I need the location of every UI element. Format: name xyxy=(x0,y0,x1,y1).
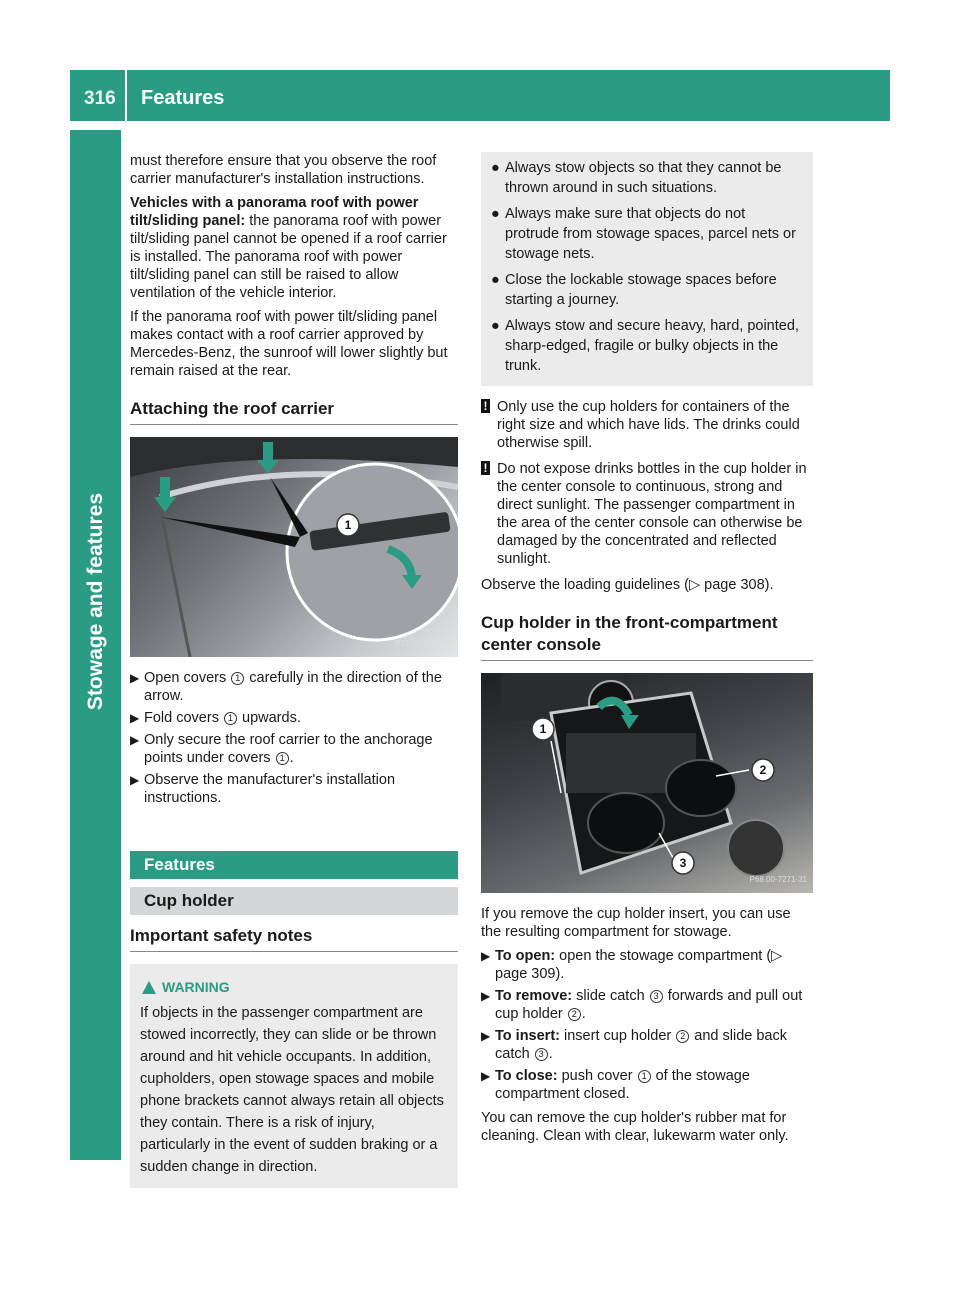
safety-bullet: ● Close the lockable stowage spaces before starting a journey. xyxy=(491,272,777,308)
cup-holder-photo xyxy=(481,673,813,893)
panorama-bold: Vehicles with a panorama roof with power tilt/sliding panel: xyxy=(130,195,419,229)
page-ref-icon: ▷ xyxy=(771,948,783,964)
page-number: 316 xyxy=(84,88,116,109)
safety-bullet: ● Always stow objects so that they cannot be thrown around in such situations. xyxy=(491,160,782,196)
cup-step: ▶ To open: open the stowage compartment (▷ page 309). xyxy=(481,948,783,982)
cup-step: ▶ To close: push cover 1 of the stowage compartment closed. xyxy=(481,1068,750,1102)
roof-photo-code: P77.00-2481-31 xyxy=(394,639,452,648)
svg-text:3: 3 xyxy=(679,856,687,870)
safety-list-box xyxy=(481,152,813,386)
roof-carrier-photo xyxy=(130,437,458,657)
safety-bullet: ● Always make sure that objects do not protrude from stowage spaces, parcel nets or stowage nets. xyxy=(491,206,796,262)
observe-paragraph: Observe the loading guidelines (▷ page 308). xyxy=(481,577,774,593)
svg-text:1: 1 xyxy=(539,722,547,736)
cup-holder-heading: Cup holder in the front-compartment center console xyxy=(481,612,813,661)
callout-3: 3 xyxy=(650,990,663,1003)
cup-step: ▶ To insert: insert cup holder 2 and slide back catch 3 . xyxy=(481,1028,787,1062)
warning-title: WARNING xyxy=(140,976,448,998)
page-header xyxy=(70,70,890,121)
cup-holder-illustration xyxy=(481,673,813,893)
contact-paragraph: If the panorama roof with power tilt/sliding panel makes contact with a roof carrier approved by Mercedes-Benz, the sunroof will lower slightly but remain raised at the rear. xyxy=(130,309,448,379)
caution-note: ! Do not expose drinks bottles in the cup holder in the center console to continuous, strong and direct sunlight. The passenger compartment in the area of the center console can otherwise be damaged by the concentrated and reflected sunlight. xyxy=(481,460,813,568)
attach-step: ▶ Fold covers 1 upwards. xyxy=(130,710,301,726)
roof-carrier-illustration xyxy=(130,437,458,657)
features-band: Features xyxy=(130,851,458,879)
page-ref-link[interactable]: page 309). xyxy=(495,966,565,982)
page-ref-link[interactable]: page 308). xyxy=(704,577,774,593)
header-section-title: Features xyxy=(141,87,225,109)
attach-step: ▶ Only secure the roof carrier to the anchorage points under covers 1 . xyxy=(130,732,433,766)
right-column xyxy=(481,152,813,1151)
safety-bullet: ● Always stow and secure heavy, hard, pointed, sharp-edged, fragile or bulky objects in the trunk. xyxy=(491,318,799,374)
panorama-text: the panorama roof with power tilt/sliding panel cannot be opened if a roof carrier is installed. The panorama roof with power tilt/sliding panel can still be raised to allow ventilation of the vehicle interior. xyxy=(130,213,447,301)
cupholder-band: Cup holder xyxy=(130,887,458,915)
exclamation-icon: ! xyxy=(481,461,490,475)
callout-1: 1 xyxy=(638,1070,651,1083)
callout-1: 1 xyxy=(231,672,244,685)
callout-3: 3 xyxy=(535,1048,548,1061)
cup-photo-code: P68.00-7271-31 xyxy=(749,875,807,884)
cup-step: ▶ To remove: slide catch 3 forwards and pull out cup holder 2 . xyxy=(481,988,803,1022)
attach-heading: Attaching the roof carrier xyxy=(130,398,458,425)
callout-1: 1 xyxy=(224,712,237,725)
attach-step: ▶ Observe the manufacturer's installation instructions. xyxy=(130,772,396,806)
exclamation-icon: ! xyxy=(481,399,490,413)
side-tab xyxy=(70,130,121,1160)
rubber-mat-paragraph: You can remove the cup holder's rubber mat for cleaning. Clean with clear, lukewarm water only. xyxy=(481,1110,789,1144)
warning-triangle-icon xyxy=(142,981,156,994)
warning-text: If objects in the passenger compartment are stowed incorrectly, they can slide or be thrown around and hit vehicle occupants. In addition, cupholders, open stowage spaces and mobile phone brackets cannot always retain all objects they contain. There is a risk of injury, particularly in the event of sudden braking or a sudden change in direction. xyxy=(140,1005,444,1175)
left-column xyxy=(130,152,458,1188)
caution-note: ! Only use the cup holders for containers of the right size and which have lids. The drinks could otherwise spill. xyxy=(481,398,813,452)
svg-text:1: 1 xyxy=(344,518,352,532)
panorama-paragraph xyxy=(130,194,458,302)
svg-text:2: 2 xyxy=(759,763,767,777)
attach-step: ▶ Open covers 1 carefully in the direction of the arrow. xyxy=(130,670,442,704)
callout-2: 2 xyxy=(676,1030,689,1043)
callout-1: 1 xyxy=(276,752,289,765)
intro-paragraph: must therefore ensure that you observe the roof carrier manufacturer's installation instructions. xyxy=(130,153,437,187)
page-ref-icon: ▷ xyxy=(688,577,701,593)
safety-heading: Important safety notes xyxy=(130,925,458,952)
side-tab-label: Stowage and features xyxy=(83,492,107,710)
header-divider xyxy=(125,70,127,121)
callout-2: 2 xyxy=(568,1008,581,1021)
remove-paragraph: If you remove the cup holder insert, you can use the resulting compartment for stowage. xyxy=(481,906,791,940)
warning-box xyxy=(130,964,458,1188)
